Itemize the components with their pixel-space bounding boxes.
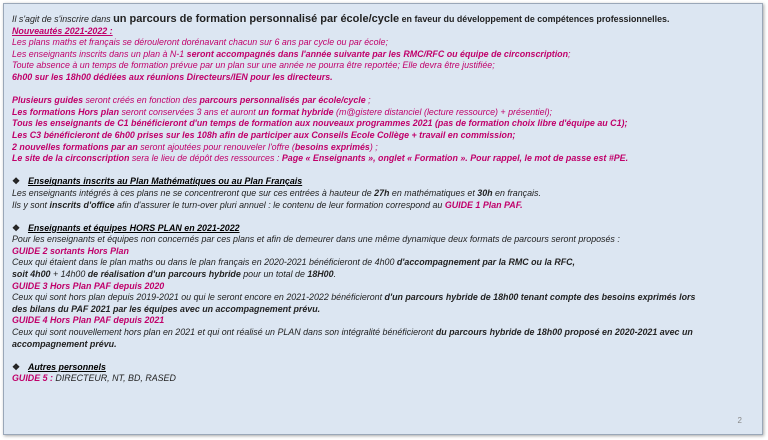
guides-line-1-d: ; (365, 95, 371, 106)
guide-3-line-1 (12, 292, 757, 304)
section-1-line-1-c: en mathématiques et (389, 187, 478, 198)
guide-2-line-2-e: 18H00 (307, 269, 334, 280)
section-2-heading (12, 223, 757, 235)
spacer (12, 211, 757, 223)
slide-frame (3, 3, 763, 435)
guide-2-line-2-f: . (333, 269, 337, 280)
guide-2-line-1-a: Ceux qui étaient dans le plan maths ou dans le plan français en 2020-2021 bénéficieront de 4h00 (12, 257, 397, 268)
nouveautes-line-1: Les plans maths et français se dérouleront dorénavant chacun sur 6 ans par cycle ou par école; (12, 37, 388, 48)
guides-line-5-b: seront ajoutées pour renouveler l'offre ( (137, 141, 295, 152)
section-1-heading (12, 176, 757, 188)
guides-line-6-c: Page « Enseignants », onglet « Formation ». Pour rappel, le mot de passe est #PE. (281, 153, 629, 164)
nouveautes-heading: Nouveautés 2021-2022 : (12, 25, 113, 36)
guides-line-1-c: parcours personnalisés par école/cycle (199, 95, 366, 106)
guide-3-line-2: des bilans du PAF 2021 par les équipes avec un accompagnement prévu. (12, 303, 321, 314)
guides-line-5-c: besoins exprimés (294, 141, 370, 152)
nouveautes-line-2 (12, 49, 757, 61)
section-1-line-2 (12, 200, 757, 212)
diamond-bullet-icon: ❖ (12, 176, 20, 187)
guides-line-3: Tous les enseignants de C1 bénéficieront d'un temps de formation aux nouveaux programmes 2021 (pas de formation choix libre d'équipe au C1); (12, 118, 628, 129)
guide-2-line-2-c: de réalisation d'un parcours hybride (87, 269, 241, 280)
guide-5-label: GUIDE 5 : (12, 373, 53, 384)
spacer (12, 165, 757, 177)
nouveautes-line-2-c: ; (568, 48, 571, 59)
guides-line-2 (12, 107, 757, 119)
section-1-line-1-b: 27h (374, 187, 390, 198)
guide-2-line-1 (12, 257, 757, 269)
diamond-bullet-icon: ❖ (12, 222, 20, 233)
intro-text-end: en faveur du développement de compétences professionnelles. (399, 14, 670, 24)
guide-2-line-2-a: soit 4h00 (12, 269, 51, 280)
guide-2-line-2-b: + 14h00 (50, 269, 88, 280)
diamond-bullet-icon: ❖ (12, 361, 20, 372)
guide-4-line-1 (12, 327, 757, 339)
spacer (12, 350, 757, 362)
intro-line (12, 14, 757, 26)
nouveautes-line-3: Toute absence à un temps de formation prévue par un plan sur une année ne pourra être reportée; Elle devra être justifiée; (12, 60, 495, 71)
guide-3-title: GUIDE 3 Hors Plan PAF depuis 2020 (12, 280, 165, 291)
guide-2-line-2 (12, 269, 757, 281)
guides-line-5-d: ) ; (369, 141, 378, 152)
section-1-line-1 (12, 188, 757, 200)
guide-4-title: GUIDE 4 Hors Plan PAF depuis 2021 (12, 315, 165, 326)
nouveautes-line-2-a: Les enseignants inscrits dans un plan à N-1 (12, 48, 187, 59)
nouveautes-line-2-b: seront accompagnés dans l'année suivante par les RMC/RFC ou équipe de circonscription (186, 48, 569, 59)
section-1-line-1-a: Les enseignants intégrés à ces plans ne se concentreront que sur ces entrées à hauteur de (12, 187, 375, 198)
guide-5-text: DIRECTEUR, NT, BD, RASED (52, 373, 176, 384)
guide-4-line-1-a: Ceux qui sont nouvellement hors plan en 2021 et qui ont réalisé un PLAN dans son intégralité bénéficieront (12, 327, 436, 338)
guide-5-line (12, 373, 757, 385)
intro-text: Il s'agit de s'inscrire dans (12, 14, 114, 24)
guide-3-line-1-b: d'un parcours hybride de 18h00 tenant compte des besoins exprimés lors (384, 292, 696, 303)
spacer (12, 84, 757, 96)
section-1-line-2-a: Ils y sont (12, 199, 50, 210)
nouveautes-line-4: 6h00 sur les 18h00 dédiées aux réunions Directeurs/IEN pour les directeurs. (12, 71, 333, 82)
section-3-title: Autres personnels (27, 361, 106, 372)
guides-line-1-b: seront créés en fonction des (83, 95, 200, 106)
guide-4-line-2: accompagnement prévu. (12, 338, 117, 349)
guides-line-4: Les C3 bénéficieront de 6h00 prises sur les 108h afin de participer aux Conseils Ecole Collège + travail en commission; (12, 129, 516, 140)
guide-3-line-1-a: Ceux qui sont hors plan depuis 2019-2021 ou qui le seront encore en 2021-2022 bénéficieront (12, 292, 385, 303)
guides-line-2-c: un format hybride (258, 106, 334, 117)
guides-line-6-b: sera le lieu de dépôt des ressources : (129, 153, 282, 164)
section-3-heading (12, 362, 757, 374)
guides-line-6 (12, 153, 757, 165)
guides-line-1 (12, 95, 757, 107)
guide-1-label: GUIDE 1 Plan PAF. (444, 199, 523, 210)
guide-2-line-1-b: d'accompagnement par la RMC ou la RFC, (396, 257, 576, 268)
section-2-intro: Pour les enseignants et équipes non concernés par ces plans et afin de demeurer dans une même dynamique deux formats de parcours seront proposés : (12, 234, 620, 245)
section-1-line-1-d: 30h (477, 187, 493, 198)
guides-line-2-b: seront conservées 3 ans et auront (119, 106, 259, 117)
page-number: 2 (737, 416, 742, 425)
guide-4-line-1-b: du parcours hybride de 18h00 proposé en 2020-2021 avec un (435, 327, 693, 338)
guides-line-2-a: Les formations Hors plan (12, 106, 120, 117)
slide-content (12, 14, 757, 385)
guides-line-1-a: Plusieurs guides (12, 95, 84, 106)
guide-2-title: GUIDE 2 sortants Hors Plan (12, 245, 129, 256)
intro-highlight: un parcours de formation personnalisé par école/cycle (113, 14, 400, 25)
section-1-line-1-e: en français. (492, 187, 541, 198)
guides-line-5-a: 2 nouvelles formations par an (12, 141, 138, 152)
section-1-line-2-b: inscrits d'office (49, 199, 115, 210)
guides-line-6-a: Le site de la circonscription (12, 153, 130, 164)
guides-line-5 (12, 142, 757, 154)
guide-2-line-2-d: pour un total de (240, 269, 308, 280)
section-2-title: Enseignants et équipes HORS PLAN en 2021-2022 (27, 222, 240, 233)
section-1-line-2-c: afin d'assurer le turn-over pluri annuel : le contenu de leur formation correspond au (114, 199, 445, 210)
section-1-title: Enseignants inscrits au Plan Mathématiques ou au Plan Français (27, 176, 303, 187)
guides-line-2-d: (m@gistere distanciel (lecture ressource) + présentiel); (333, 106, 552, 117)
